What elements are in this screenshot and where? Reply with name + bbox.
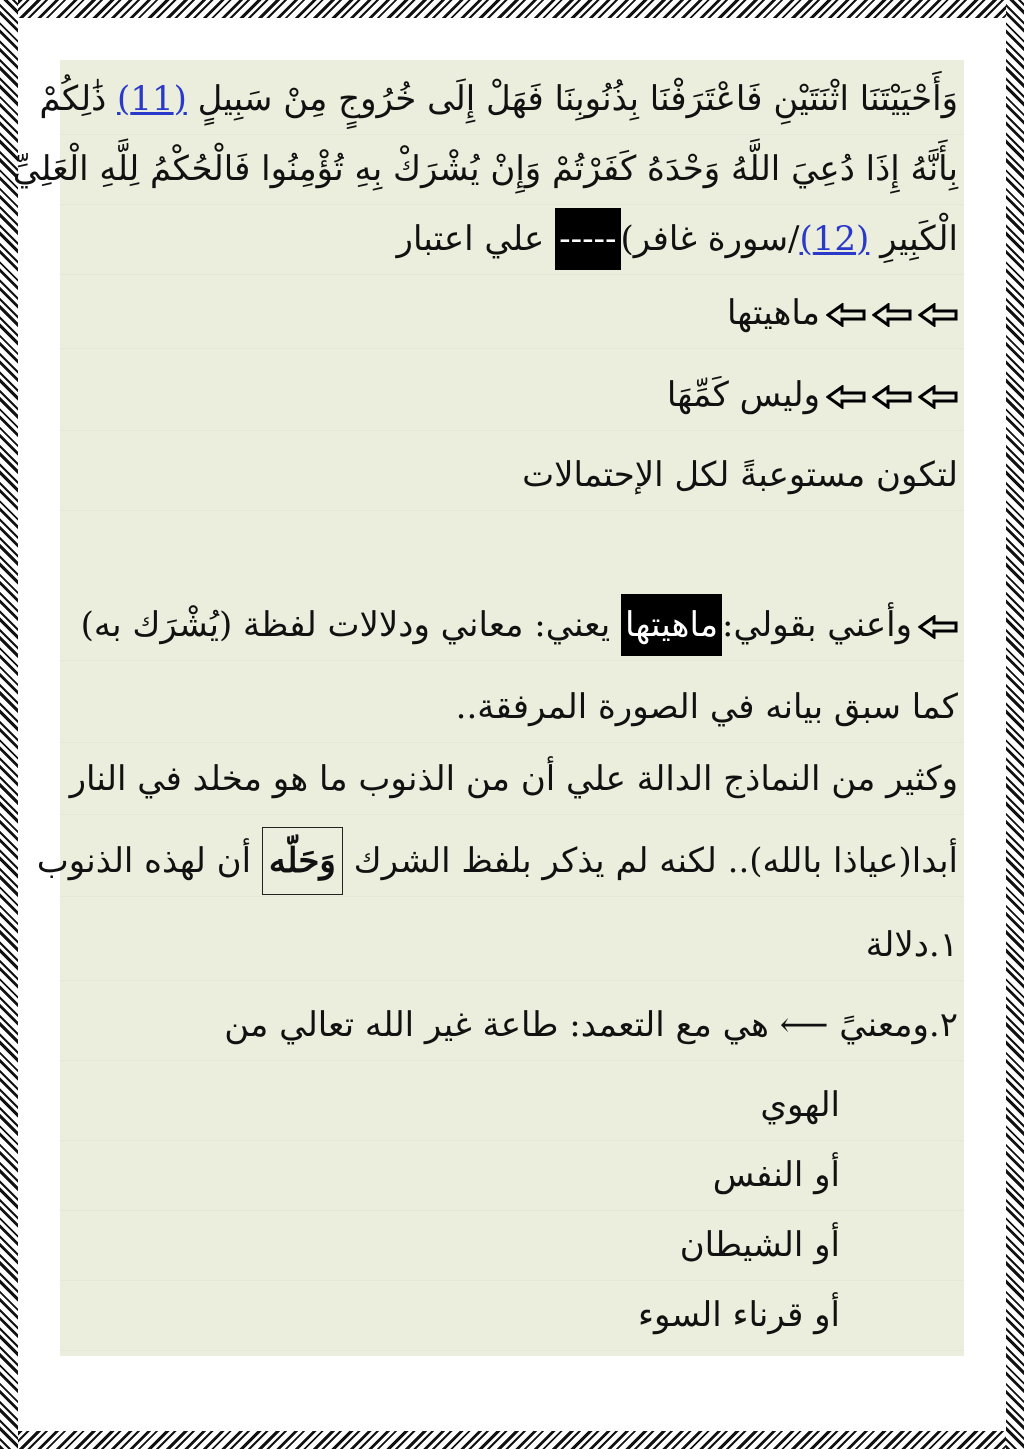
hollow-left-arrow-icon: [826, 385, 866, 409]
sub-item: أو قرناء السوء: [638, 1295, 840, 1335]
verse-line-3: [60, 204, 964, 275]
hollow-left-arrow-icon: [918, 385, 958, 409]
line-text: هي مع التعمد: طاعة غير الله تعالي من: [224, 1005, 769, 1045]
line-text: وكثير من النماذج الدالة علي أن من الذنوب ما هو مخلد في النار: [69, 759, 958, 799]
line-7: [60, 590, 964, 661]
sub-item: أو الشيطان: [679, 1225, 840, 1265]
line-8: [60, 672, 964, 743]
decorative-border-bottom: [0, 1431, 1024, 1449]
verse-line-1: [39, 64, 964, 135]
arrow-line-2: [60, 360, 964, 431]
line-14: [60, 1140, 964, 1211]
highlight-box: -----: [555, 208, 620, 270]
decorative-border-right: [1006, 0, 1024, 1449]
list-item: ٢.ومعنيً: [839, 1005, 958, 1045]
line-text: لتكون مستوعبةً لكل الإحتمالات: [522, 455, 958, 495]
arrow-line-1: [60, 278, 964, 349]
line-16: [60, 1280, 964, 1351]
hollow-left-arrow-icon: [872, 303, 912, 327]
highlight-box: ماهيتها: [621, 594, 722, 656]
line-text: ماهيتها: [726, 293, 820, 333]
surah-name: /سورة غافر): [620, 219, 800, 259]
line-9: [60, 744, 964, 815]
line-10: [36, 826, 964, 897]
line-text: أن لهذه الذنوب: [36, 841, 252, 881]
hollow-left-arrow-icon: [918, 615, 958, 639]
verse-ref-12[interactable]: (12): [799, 219, 870, 259]
hollow-left-arrow-icon: [872, 385, 912, 409]
line-11: [60, 910, 964, 981]
line-text: وأعني بقولي:: [722, 605, 912, 645]
list-item: ١.دلالة: [865, 925, 958, 965]
hollow-left-arrow-icon: [826, 303, 866, 327]
framed-word: وَحَلّه: [262, 827, 343, 895]
verse-ref-11[interactable]: (11): [117, 79, 187, 119]
decorative-border-left: [0, 0, 18, 1449]
line-text: يعني: معاني ودلالات لفظة (يُشْرَك به): [80, 605, 611, 645]
verse-text: وَأَحْيَيْتَنَا اثْنَتَيْنِ فَاعْتَرَفْنَا بِذُنُوبِنَا فَهَلْ إِلَى خُرُوجٍ مِنْ سَبِيلٍ: [197, 79, 958, 119]
line-6: [60, 440, 964, 511]
line-13: [60, 1070, 964, 1141]
line-text: كما سبق بيانه في الصورة المرفقة..: [455, 687, 958, 727]
long-arrow-icon: ⟵: [779, 1005, 829, 1045]
line-12: [60, 990, 964, 1061]
document-page: [12, 60, 964, 1356]
verse-line-2: [12, 134, 964, 205]
line-text: وليس كَمِّهَا: [666, 375, 820, 415]
hollow-left-arrow-icon: [918, 303, 958, 327]
verse-text: بِأَنَّهُ إِذَا دُعِيَ اللَّهُ وَحْدَهُ كَفَرْتُمْ وَإِنْ يُشْرَكْ بِهِ تُؤْمِنُوا فَالْحُكْمُ لِلَّهِ الْعَلِيِّ: [12, 149, 958, 189]
sub-item: الهوي: [760, 1085, 840, 1125]
verse-text: الْكَبِيرِ: [880, 219, 958, 259]
decorative-border-top: [0, 0, 1024, 18]
verse-text-tail: ذَٰلِكُمْ: [39, 79, 107, 119]
sub-item: أو النفس: [712, 1155, 840, 1195]
line-text: علي اعتبار: [396, 219, 545, 259]
line-15: [60, 1210, 964, 1281]
line-text: أبدا(عياذا بالله).. لكنه لم يذكر بلفظ الشرك: [353, 841, 958, 881]
